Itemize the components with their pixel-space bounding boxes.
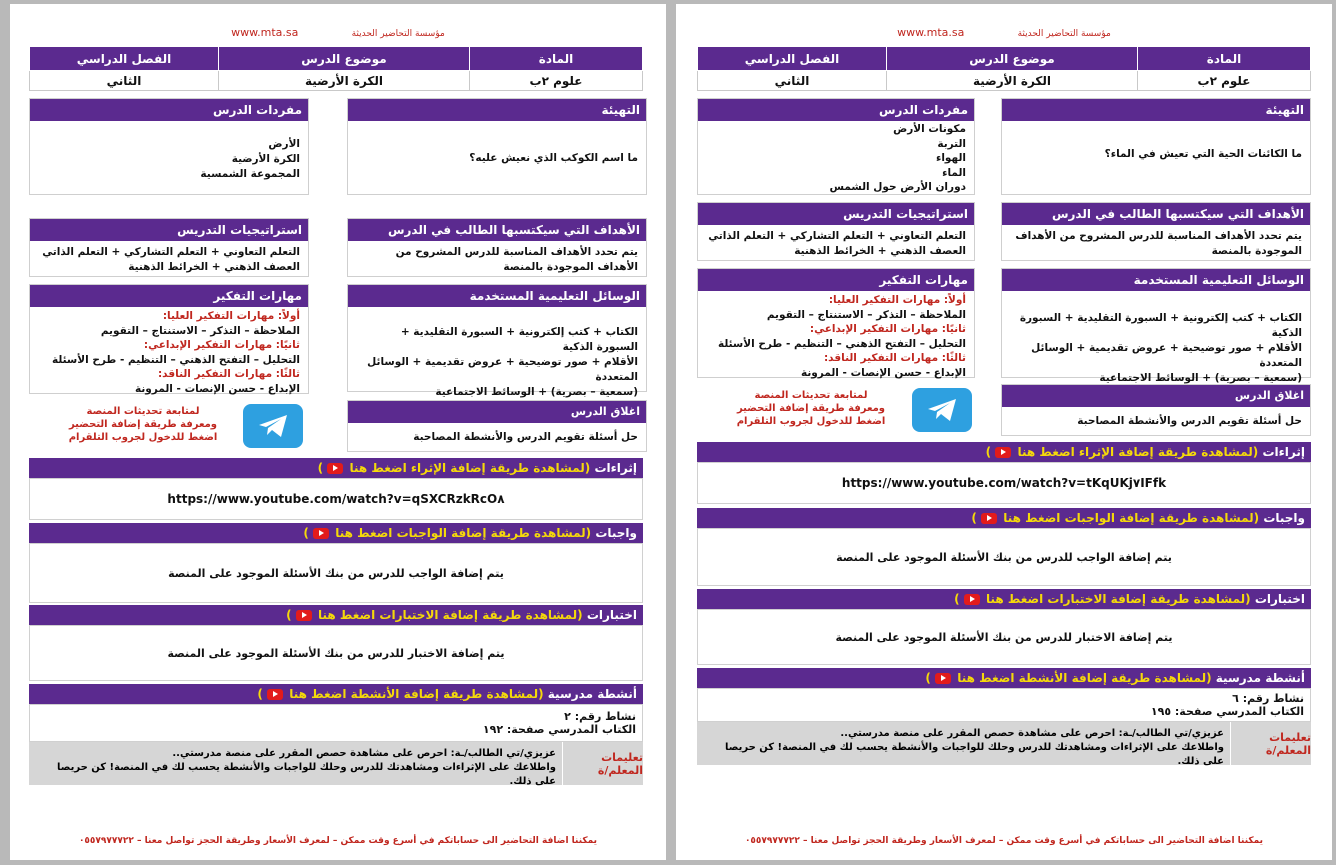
- thinking-text: الإبداع - حسن الإنصات - المرونة: [800, 366, 966, 379]
- lesson-info-table: [29, 46, 643, 91]
- homework-help-link[interactable]: (لمشاهدة طريقة إضافة الواجبات اضغط هنا ): [303, 526, 592, 540]
- thinking-title: مهارات التفكير: [30, 285, 308, 307]
- strategies-box: [697, 202, 975, 261]
- vocab-item: دوران الأرض حول الشمس: [829, 181, 966, 193]
- teacher-label: تعليمات المعلم/ة: [1265, 730, 1311, 757]
- semester-value: الثاني: [30, 71, 219, 91]
- enrich-help-link[interactable]: (لمشاهدة طريقة إضافة الإثراء اضغط هنا ): [317, 461, 591, 475]
- homework-bar: [29, 523, 643, 543]
- lesson-info-table: [697, 46, 1311, 91]
- homework-help-link[interactable]: (لمشاهدة طريقة إضافة الواجبات اضغط هنا ): [971, 511, 1260, 525]
- promo-line: ومعرفة طريقة إضافة التحضير: [736, 403, 886, 414]
- vocab-item: الكرة الأرضية: [231, 153, 300, 165]
- activities-help-link[interactable]: (لمشاهدة طريقة إضافة الأنشطة اضغط هنا ): [925, 671, 1212, 685]
- aids-box: [347, 284, 647, 398]
- goals-title: الأهداف التي سيكتسبها الطالب في الدرس: [1002, 203, 1310, 225]
- youtube-icon[interactable]: [981, 513, 997, 524]
- thinking-title: مهارات التفكير: [698, 269, 974, 291]
- aids-line: الكتاب + كتب إلكترونية + السبورة التقليدية + السبورة الذكية: [400, 326, 638, 353]
- thinking-heading: ثانيًا: مهارات التفكير الإبداعي:: [809, 323, 966, 335]
- activity-page: الكتاب المدرسي صفحة: ١٩٢: [482, 723, 636, 736]
- thinking-heading: ثالثًا: مهارات التفكير الناقد:: [823, 352, 966, 364]
- activities-panel: [697, 688, 1311, 722]
- tests-text: يتم إضافة الاختبار للدرس من بنك الأسئلة الموجود على المنصة: [167, 646, 505, 660]
- closing-title: اغلاق الدرس: [1002, 385, 1310, 407]
- closing-text: حل أسئلة تقويم الدرس والأنشطة المصاحبة: [1077, 415, 1302, 427]
- lesson-plan-page: [10, 4, 666, 860]
- homework-text: يتم إضافة الواجب للدرس من بنك الأسئلة الموجود على المنصة: [836, 550, 1172, 564]
- enrich-url[interactable]: https://www.youtube.com/watch?v=tKqUKj٧IFfk: [841, 476, 1167, 490]
- thinking-text: الإبداع - حسن الإنصات - المرونة: [134, 382, 300, 395]
- tests-label: اختبارات: [586, 608, 637, 622]
- org-name: مؤسسة التحاضير الحديثة: [351, 29, 445, 39]
- homework-bar: [697, 508, 1311, 528]
- semester-header: الفصل الدراسي: [30, 47, 219, 71]
- thinking-heading: ثانيًا: مهارات التفكير الإبداعي:: [143, 339, 300, 351]
- activities-panel: [29, 704, 643, 742]
- aids-title: الوسائل التعليمية المستخدمة: [348, 285, 646, 307]
- topic-header: موضوع الدرس: [219, 47, 470, 71]
- teacher-line: واطلاعك على الإثراءات ومشاهدتك للدرس وحلك للواجبات والأنشطة يحسب لك في المنصة! كن حريصا على ذلك.: [724, 742, 1224, 767]
- vocab-item: الهواء: [935, 152, 966, 164]
- tests-help-link[interactable]: (لمشاهدة طريقة إضافة الاختبارات اضغط هنا ): [954, 592, 1251, 606]
- homework-text: يتم إضافة الواجب للدرس من بنك الأسئلة الموجود على المنصة: [168, 566, 504, 580]
- semester-header: الفصل الدراسي: [698, 47, 887, 71]
- subject-header: المادة: [470, 47, 643, 71]
- promo-line: لمتابعة تحديثات المنصة: [754, 390, 868, 401]
- enrich-panel: [29, 478, 643, 520]
- strategies-box: [29, 218, 309, 277]
- goals-text: يتم تحدد الأهداف المناسبة للدرس المشروح من الأهداف الموجودة بالمنصة: [1015, 230, 1302, 257]
- tests-bar: [29, 605, 643, 625]
- enrich-panel: [697, 462, 1311, 504]
- youtube-icon[interactable]: [327, 463, 343, 474]
- promo-line: اضغط للدخول لجروب التلقرام: [68, 432, 218, 443]
- tests-label: اختبارات: [1254, 592, 1305, 606]
- youtube-icon[interactable]: [964, 594, 980, 605]
- warmup-box: [347, 98, 647, 195]
- telegram-icon[interactable]: [243, 404, 303, 448]
- strategies-title: استراتيجيات التدريس: [30, 219, 308, 241]
- teacher-instructions: [29, 742, 643, 785]
- strategies-line: العصف الذهني + الخرائط الذهنية: [128, 261, 300, 273]
- semester-value: الثاني: [698, 71, 887, 91]
- thinking-heading: أولاً: مهارات التفكير العليا:: [162, 310, 300, 322]
- vocab-title: مفردات الدرس: [30, 99, 308, 121]
- youtube-icon[interactable]: [935, 673, 951, 684]
- page-header: [10, 26, 666, 42]
- closing-text: حل أسئلة تقويم الدرس والأنشطة المصاحبة: [413, 431, 638, 443]
- tests-panel: [29, 625, 643, 681]
- aids-box: [1001, 268, 1311, 384]
- homework-panel: [697, 528, 1311, 586]
- activities-help-link[interactable]: (لمشاهدة طريقة إضافة الأنشطة اضغط هنا ): [257, 687, 544, 701]
- homework-panel: [29, 543, 643, 603]
- vocab-item: المجموعة الشمسية: [200, 168, 300, 180]
- thinking-box: [697, 268, 975, 378]
- subject-value: علوم ٢ب: [1138, 71, 1311, 91]
- thinking-heading: ثالثًا: مهارات التفكير الناقد:: [157, 368, 300, 380]
- vocab-item: الماء: [942, 166, 966, 179]
- aids-line: الكتاب + كتب إلكترونية + السبورة التقليدية + السبورة الذكية: [1019, 312, 1302, 339]
- enrich-label: إثراءات: [1262, 445, 1305, 459]
- activities-label: أنشطة مدرسية: [547, 687, 637, 701]
- subject-value: علوم ٢ب: [470, 71, 643, 91]
- youtube-icon[interactable]: [995, 447, 1011, 458]
- vocab-box: [29, 98, 309, 195]
- teacher-label: تعليمات المعلم/ة: [597, 750, 643, 777]
- tests-text: يتم إضافة الاختبار للدرس من بنك الأسئلة الموجود على المنصة: [835, 630, 1173, 644]
- aids-line: (سمعية – بصرية) + الوسائط الاجتماعية: [435, 386, 638, 398]
- warmup-text: ما الكائنات الحية التي تعيش في الماء؟: [1104, 148, 1302, 160]
- telegram-icon[interactable]: [912, 388, 972, 432]
- promo-line: ومعرفة طريقة إضافة التحضير: [68, 419, 218, 430]
- enrich-url[interactable]: https://www.youtube.com/watch?v=qSXCRzkRcO٨: [167, 492, 505, 506]
- aids-line: الأقلام + صور توضيحية + عروض تقديمية + الوسائل المتعددة: [367, 356, 638, 383]
- thinking-heading: أولاً: مهارات التفكير العليا:: [828, 294, 966, 306]
- strategies-line: التعلم التعاوني + التعلم التشاركي + التعلم الذاتي: [42, 246, 300, 258]
- youtube-icon[interactable]: [296, 610, 312, 621]
- youtube-icon[interactable]: [313, 528, 329, 539]
- tests-help-link[interactable]: (لمشاهدة طريقة إضافة الاختبارات اضغط هنا ): [286, 608, 583, 622]
- goals-title: الأهداف التي سيكتسبها الطالب في الدرس: [348, 219, 646, 241]
- topic-value: الكرة الأرضية: [887, 71, 1138, 91]
- vocab-item: مكونات الأرض: [893, 123, 966, 135]
- activity-number: نشاط رقم: ٢: [564, 710, 636, 723]
- thinking-text: التحليل – التفتح الذهني – التنظيم - طرح الأسئلة: [51, 353, 300, 366]
- vocab-item: الأرض: [268, 138, 300, 150]
- teacher-instructions: [697, 722, 1311, 765]
- site-link[interactable]: www.mta.sa: [231, 26, 299, 39]
- closing-title: اغلاق الدرس: [348, 401, 646, 423]
- telegram-promo[interactable]: [736, 389, 886, 428]
- teacher-line: عزيزي/تي الطالب/ـة: احرص على مشاهدة حصص المقرر على منصة مدرستي..: [840, 728, 1224, 739]
- activity-page: الكتاب المدرسي صفحة: ١٩٥: [1150, 705, 1304, 718]
- teacher-line: عزيزي/تي الطالب/ـة: احرص على مشاهدة حصص المقرر على منصة مدرستي..: [172, 748, 556, 759]
- teacher-line: واطلاعك على الإثراءات ومشاهدتك للدرس وحلك للواجبات والأنشطة يحسب لك في المنصة! كن حريصا على ذلك.: [56, 762, 556, 787]
- page-footer: يمكننا اضافة التحاضير الى حساباتكم في أسرع وقت ممكن – لمعرف الأسعار وطريقة الحجز تواصل معنا – ٠٥٥٧٩٧٧٧٢٢: [744, 836, 1264, 846]
- page-footer: يمكننا اضافة التحاضير الى حساباتكم في أسرع وقت ممكن – لمعرف الأسعار وطريقة الحجز تواصل معنا – ٠٥٥٧٩٧٧٧٢٢: [78, 836, 598, 846]
- promo-line: اضغط للدخول لجروب التلقرام: [736, 416, 886, 427]
- page-header: [676, 26, 1332, 42]
- enrich-bar: [697, 442, 1311, 462]
- enrich-bar: [29, 458, 643, 478]
- goals-text: يتم تحدد الأهداف المناسبة للدرس المشروح من الأهداف الموجودة بالمنصة: [395, 246, 638, 273]
- warmup-title: التهيئة: [1002, 99, 1310, 121]
- site-link[interactable]: www.mta.sa: [897, 26, 965, 39]
- homework-label: واجبات: [1263, 511, 1305, 525]
- strategies-line: التعلم التعاوني + التعلم التشاركي + التعلم الذاتي: [708, 230, 966, 242]
- thinking-text: الملاحظة – التذكر – الاستنتاج – التقويم: [766, 308, 966, 321]
- org-name: مؤسسة التحاضير الحديثة: [1017, 29, 1111, 39]
- activities-label: أنشطة مدرسية: [1215, 671, 1305, 685]
- tests-panel: [697, 609, 1311, 665]
- topic-value: الكرة الأرضية: [219, 71, 470, 91]
- promo-line: لمتابعة تحديثات المنصة: [86, 406, 200, 417]
- closing-box: [1001, 384, 1311, 436]
- strategies-line: العصف الذهني + الخرائط الذهنية: [794, 245, 966, 257]
- thinking-text: التحليل – التفتح الذهني – التنظيم - طرح الأسئلة: [717, 337, 966, 350]
- activities-bar: [697, 668, 1311, 688]
- aids-title: الوسائل التعليمية المستخدمة: [1002, 269, 1310, 291]
- goals-box: [1001, 202, 1311, 261]
- youtube-icon[interactable]: [267, 689, 283, 700]
- aids-line: الأقلام + صور توضيحية + عروض تقديمية + الوسائل المتعددة: [1031, 342, 1302, 369]
- thinking-box: [29, 284, 309, 394]
- strategies-title: استراتيجيات التدريس: [698, 203, 974, 225]
- warmup-title: التهيئة: [348, 99, 646, 121]
- enrich-help-link[interactable]: (لمشاهدة طريقة إضافة الإثراء اضغط هنا ): [985, 445, 1259, 459]
- telegram-promo[interactable]: [68, 405, 218, 444]
- subject-header: المادة: [1138, 47, 1311, 71]
- closing-box: [347, 400, 647, 452]
- thinking-text: الملاحظة – التذكر – الاستنتاج – التقويم: [100, 324, 300, 337]
- homework-label: واجبات: [595, 526, 637, 540]
- warmup-box: [1001, 98, 1311, 195]
- vocab-item: التربة: [937, 137, 966, 150]
- vocab-title: مفردات الدرس: [698, 99, 974, 121]
- activities-bar: [29, 684, 643, 704]
- lesson-plan-page: [676, 4, 1332, 860]
- tests-bar: [697, 589, 1311, 609]
- aids-line: (سمعية – بصرية) + الوسائط الاجتماعية: [1099, 372, 1302, 384]
- topic-header: موضوع الدرس: [887, 47, 1138, 71]
- activity-number: نشاط رقم: ٦: [1232, 692, 1304, 705]
- warmup-text: ما اسم الكوكب الذي نعيش عليه؟: [469, 152, 638, 164]
- goals-box: [347, 218, 647, 277]
- enrich-label: إثراءات: [594, 461, 637, 475]
- vocab-box: [697, 98, 975, 195]
